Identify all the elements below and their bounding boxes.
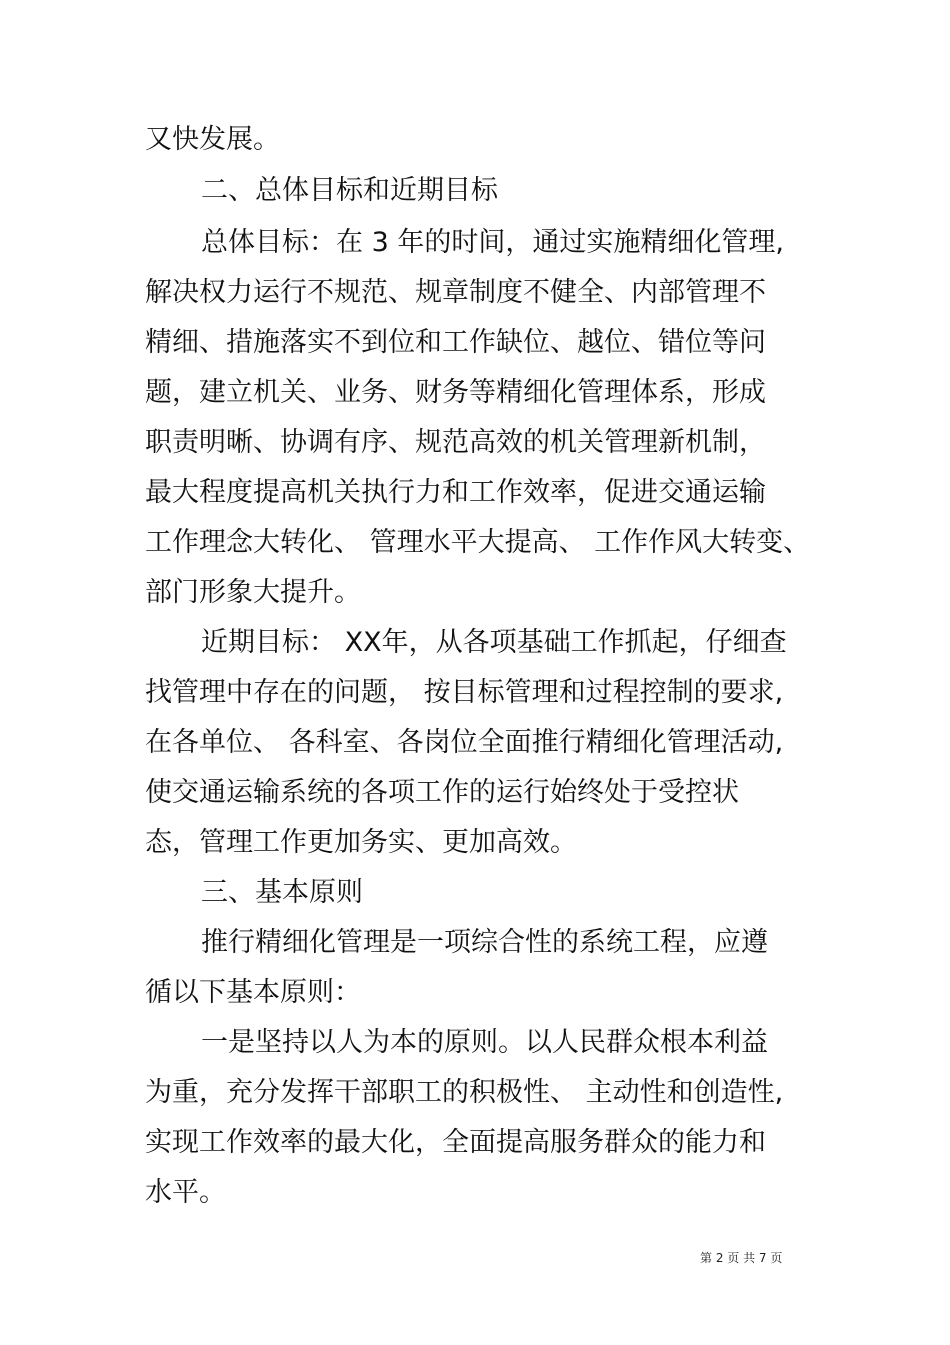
paragraph-line: 最大程度提高机关执行力和工作效率，促进交通运输 <box>145 477 766 508</box>
paragraph-line: 实现工作效率的最大化，全面提高服务群众的能力和 <box>145 1127 766 1158</box>
paragraph-line: 总体目标：在 3 年的时间，通过实施精细化管理, <box>201 227 784 258</box>
paragraph-line: 部门形象大提升。 <box>145 577 361 608</box>
paragraph-line: 工作理念大转化、 管理水平大提高、 工作作风大转变、 <box>145 527 811 558</box>
paragraph-line: 精细、措施落实不到位和工作缺位、越位、错位等问 <box>145 327 766 358</box>
paragraph-line: 循以下基本原则： <box>145 977 361 1008</box>
paragraph-line: 近期目标： XX年，从各项基础工作抓起，仔细查 <box>201 627 787 658</box>
paragraph-line: 又快发展。 <box>145 124 280 155</box>
paragraph-line: 解决权力运行不规范、规章制度不健全、内部管理不 <box>145 277 766 308</box>
paragraph-line: 为重，充分发挥干部职工的积极性、 主动性和创造性, <box>145 1077 784 1108</box>
paragraph-line: 职责明晰、协调有序、规范高效的机关管理新机制， <box>145 427 766 458</box>
page-number-footer: 第 2 页 共 7 页 <box>700 1251 783 1265</box>
paragraph-line: 推行精细化管理是一项综合性的系统工程，应遵 <box>201 927 768 958</box>
paragraph-line: 在各单位、 各科室、各岗位全面推行精细化管理活动, <box>145 727 784 758</box>
paragraph-line: 一是坚持以人为本的原则。以人民群众根本利益 <box>201 1027 768 1058</box>
section-heading: 三、基本原则 <box>201 877 363 908</box>
section-heading: 二、总体目标和近期目标 <box>201 175 498 206</box>
paragraph-line: 使交通运输系统的各项工作的运行始终处于受控状 <box>145 777 739 808</box>
paragraph-line: 找管理中存在的问题， 按目标管理和过程控制的要求, <box>145 677 784 708</box>
paragraph-line: 态，管理工作更加务实、更加高效。 <box>145 827 577 858</box>
paragraph-line: 水平。 <box>145 1177 226 1208</box>
paragraph-line: 题，建立机关、业务、财务等精细化管理体系，形成 <box>145 377 766 408</box>
